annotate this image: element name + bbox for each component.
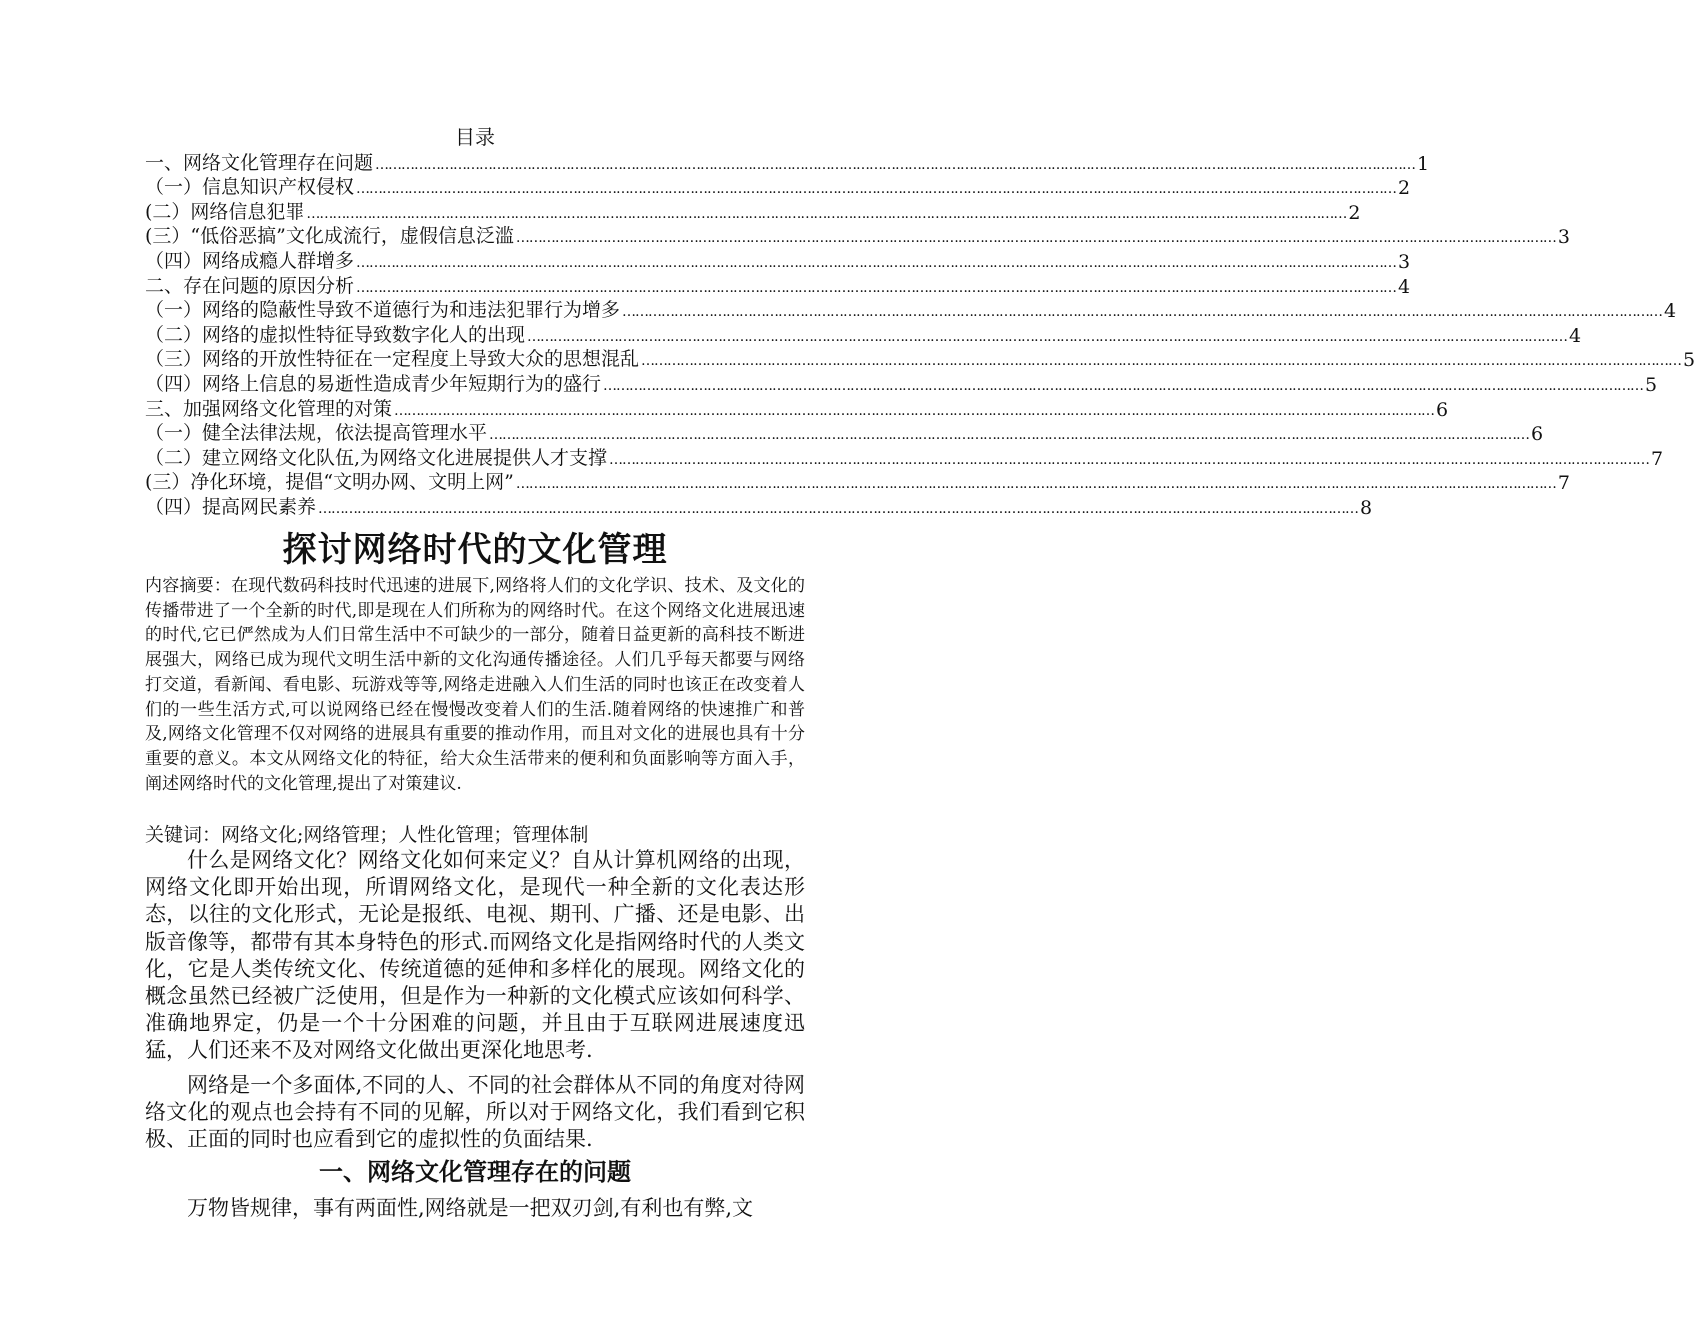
toc-page-number: 1 (1417, 152, 1430, 175)
toc-entry-text: (二）网络信息犯罪 (145, 200, 305, 223)
toc-entry (145, 175, 1411, 200)
toc-entry-text: （三）网络的开放性特征在一定程度上导致大众的思想混乱 (145, 348, 640, 371)
toc-leader-dots: …………………………………………………………………………………………………………………………………………………………………………………………………………………… (603, 377, 1644, 394)
toc-page-number: 2 (1398, 177, 1411, 200)
body-paragraph-2: 网络是一个多面体,不同的人、不同的社会群体从不同的角度对待网络文化的观点也会持有不同的见解，所以对于网络文化，我们看到它积极、正面的同时也应看到它的虚拟性的负面结果. (145, 1073, 805, 1152)
table-of-contents (145, 150, 1695, 519)
toc-entry (145, 470, 1570, 495)
toc-entry-text: （二）建立网络文化队伍,为网络文化进展提供人才支撑 (145, 446, 608, 469)
body-paragraph-3: 万物皆规律，事有两面性,网络就是一把双刃剑,有利也有弊,文 (187, 1196, 754, 1220)
toc-entry (145, 224, 1570, 249)
toc-page-number: 4 (1664, 300, 1677, 323)
toc-leader-dots: …………………………………………………………………………………………………………………………………………………………………………………………………………………… (394, 402, 1435, 419)
toc-entry (145, 445, 1664, 470)
toc-entry (145, 150, 1430, 175)
toc-leader-dots: …………………………………………………………………………………………………………………………………………………………………………………………………………………… (375, 156, 1416, 173)
toc-entry-text: 二、存在问题的原因分析 (145, 274, 355, 297)
toc-entry (145, 248, 1411, 273)
toc-leader-dots: …………………………………………………………………………………………………………………………………………………………………………………………………………………… (622, 304, 1663, 321)
toc-entry (145, 494, 1373, 519)
toc-leader-dots: …………………………………………………………………………………………………………………………………………………………………………………………………………………… (356, 181, 1397, 198)
toc-entry (145, 322, 1582, 347)
abstract-paragraph: 内容摘要：在现代数码科技时代迅速的进展下,网络将人们的文化学识、技术、及文化的传播带进了一个全新的时代,即是现在人们所称为的网络时代。在这个网络文化进展迅速的时代,它已俨然成为人们日常生活中不可缺少的一部分，随着日益更新的高科技不断进展强大，网络已成为现代文明生活中新的文化沟通传播途径。人们几乎每天都要与网络打交道，看新闻、看电影、玩游戏等等,网络走进融入人们生活的同时也该正在改变着人们的一些生活方式,可以说网络已经在慢慢改变着人们的生活.随着网络的快速推广和普及,网络文化管理不仅对网络的进展具有重要的推动作用，而且对文化的进展也具有十分重要的意义。本文从网络文化的特征，给大众生活带来的便利和负面影响等方面入手，阐述网络时代的文化管理,提出了对策建议. (145, 576, 805, 794)
toc-page-number: 3 (1398, 250, 1411, 273)
toc-page-number: 5 (1645, 373, 1658, 396)
toc-leader-dots: …………………………………………………………………………………………………………………………………………………………………………………………………………………… (356, 254, 1397, 271)
toc-entry-text: （一）健全法律法规，依法提高管理水平 (145, 422, 488, 445)
toc-entry-text: （二）网络的虚拟性特征导致数字化人的出现 (145, 323, 526, 346)
toc-page-number: 8 (1360, 496, 1373, 519)
toc-entry (145, 347, 1695, 372)
toc-page-number: 4 (1569, 324, 1582, 347)
toc-entry-text: 三、加强网络文化管理的对策 (145, 397, 393, 420)
body-paragraph-1: 什么是网络文化？网络文化如何来定义？自从计算机网络的出现，网络文化即开始出现，所谓网络文化，是现代一种全新的文化表达形态，以往的文化形式，无论是报纸、电视、期刊、广播、还是电影、出版音像等，都带有其本身特色的形式.而网络文化是指网络时代的人类文化，它是人类传统文化、传统道德的延伸和多样化的展现。网络文化的概念虽然已经被广泛使用，但是作为一种新的文化模式应该如何科学、准确地界定，仍是一个十分困难的问题，并且由于互联网进展速度迅猛，人们还来不及对网络文化做出更深化地思考. (145, 848, 805, 1063)
toc-entry-text: 一、网络文化管理存在问题 (145, 151, 374, 174)
toc-entry-text: (三）净化环境，提倡“文明办网、文明上网” (145, 471, 514, 494)
toc-entry-text: （四）网络成瘾人群增多 (145, 249, 355, 272)
toc-page-number: 4 (1398, 275, 1411, 298)
toc-leader-dots: …………………………………………………………………………………………………………………………………………………………………………………………………………………… (306, 205, 1347, 222)
toc-entry-text: （四）提高网民素养 (145, 495, 317, 518)
toc-entry-text: （一）网络的隐蔽性导致不道德行为和违法犯罪行为增多 (145, 299, 621, 322)
toc-leader-dots: …………………………………………………………………………………………………………………………………………………………………………………………………………………… (318, 500, 1359, 517)
toc-leader-dots: …………………………………………………………………………………………………………………………………………………………………………………………………………………… (609, 451, 1650, 468)
toc-entry (145, 371, 1658, 396)
toc-entry-text: （四）网络上信息的易逝性造成青少年短期行为的盛行 (145, 372, 602, 395)
toc-leader-dots: …………………………………………………………………………………………………………………………………………………………………………………………………………………… (515, 230, 1556, 247)
toc-entry-text: (三）“低俗恶搞”文化成流行，虚假信息泛滥 (145, 225, 514, 248)
keywords-line: 关键词：网络文化;网络管理；人性化管理；管理体制 (145, 824, 589, 846)
toc-entry (145, 396, 1449, 421)
toc-page-number: 6 (1436, 398, 1449, 421)
toc-entry (145, 421, 1544, 446)
toc-leader-dots: …………………………………………………………………………………………………………………………………………………………………………………………………………………… (527, 328, 1568, 345)
section-heading: 一、网络文化管理存在的问题 (319, 1158, 631, 1186)
toc-leader-dots: …………………………………………………………………………………………………………………………………………………………………………………………………………………… (356, 279, 1397, 296)
toc-leader-dots: …………………………………………………………………………………………………………………………………………………………………………………………………………………… (515, 476, 1556, 493)
toc-entry-text: （一）信息知识产权侵权 (145, 176, 355, 199)
toc-page-number: 3 (1557, 226, 1570, 249)
toc-page-number: 2 (1348, 201, 1361, 224)
toc-leader-dots: …………………………………………………………………………………………………………………………………………………………………………………………………………………… (641, 353, 1682, 370)
toc-page-number: 6 (1531, 423, 1544, 446)
toc-entry (145, 298, 1677, 323)
toc-leader-dots: …………………………………………………………………………………………………………………………………………………………………………………………………………………… (489, 427, 1530, 444)
toc-title: 目录 (455, 125, 495, 149)
document-title: 探讨网络时代的文化管理 (282, 530, 668, 570)
toc-entry (145, 199, 1361, 224)
toc-page-number: 7 (1557, 472, 1570, 495)
toc-entry (145, 273, 1411, 298)
toc-page-number: 7 (1651, 447, 1664, 470)
toc-page-number: 5 (1683, 349, 1695, 372)
